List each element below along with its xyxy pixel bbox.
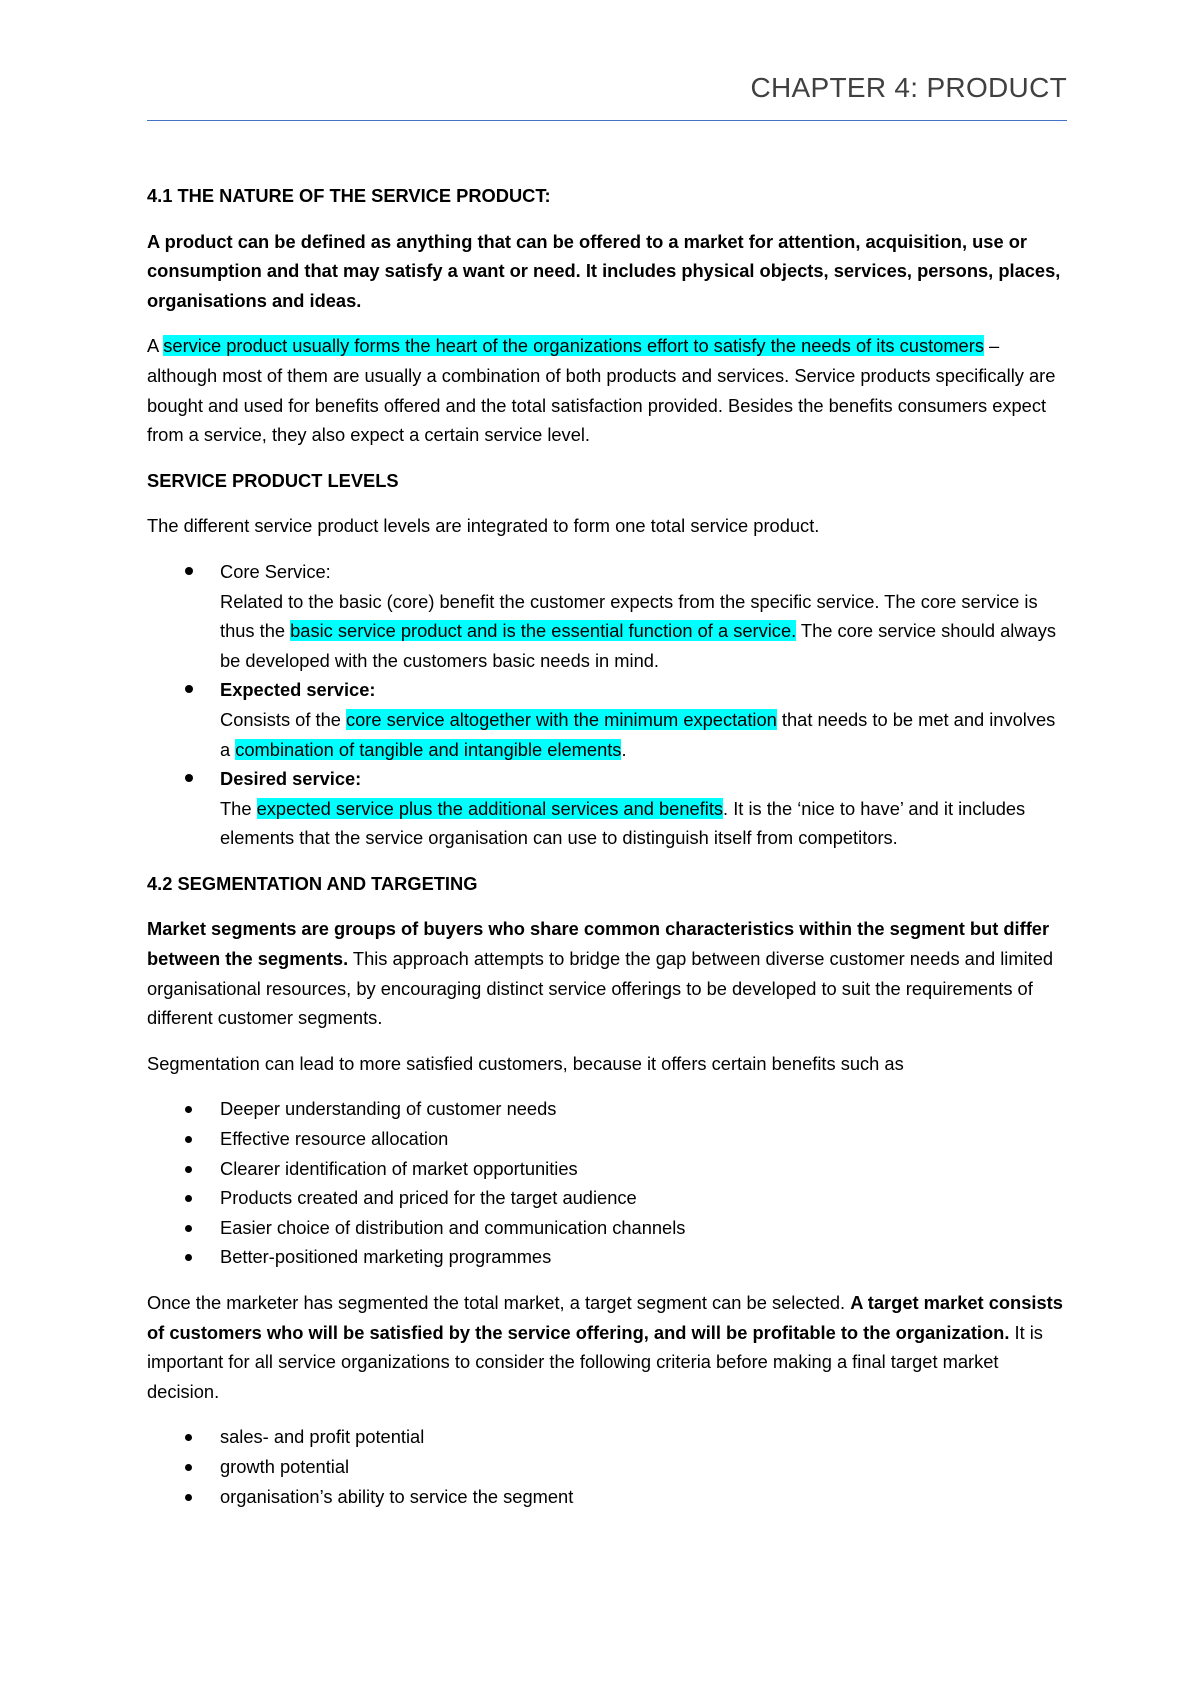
- paragraph-text: Once the marketer has segmented the total market, a target segment can be selected.: [147, 1292, 851, 1313]
- bullet-icon: [185, 1195, 192, 1202]
- segments-paragraph: [147, 914, 1067, 1032]
- level-text: The: [220, 797, 257, 819]
- service-levels-list: [147, 557, 1067, 853]
- bullet-icon: [185, 1434, 192, 1441]
- bold-text: A target market consists of customers who will be satisfied by the service offering, and will be profitable to the organization.: [147, 1292, 1063, 1343]
- highlighted-text: expected service plus the additional services and benefits: [256, 797, 724, 819]
- list-item-text: sales- and profit potential: [220, 1426, 425, 1448]
- list-item: [147, 1242, 1067, 1272]
- level-text: The core service should always be developed with the customers basic needs in mind.: [220, 620, 1056, 671]
- list-item: [147, 1452, 1067, 1482]
- bullet-icon: [185, 685, 193, 693]
- target-market-paragraph: [147, 1288, 1067, 1406]
- list-item-text: Products created and priced for the target audience: [220, 1187, 637, 1209]
- section-heading-4-2: 4.2 SEGMENTATION AND TARGETING: [147, 872, 478, 894]
- product-definition: A product can be defined as anything that can be offered to a market for attention, acquisition, use or consumption and that may satisfy a want or need. It includes physical objects, services, persons, places, organisations and ideas.: [147, 230, 1061, 311]
- level-text: Consists of the: [220, 708, 346, 730]
- section-heading-4-1: 4.1 THE NATURE OF THE SERVICE PRODUCT:: [147, 185, 551, 206]
- service-product-paragraph: [147, 331, 1067, 449]
- bullet-icon: [185, 1494, 192, 1501]
- bullet-icon: [185, 567, 193, 575]
- level-title: Core Service:: [220, 560, 331, 582]
- chapter-title: CHAPTER 4: PRODUCT: [750, 72, 1067, 103]
- bullet-icon: [185, 1166, 192, 1173]
- list-item-text: Deeper understanding of customer needs: [220, 1098, 557, 1120]
- bullet-icon: [185, 1136, 192, 1143]
- paragraph-text: It is important for all service organizations to consider the following criteria before making a final target market decision.: [147, 1321, 1043, 1402]
- criteria-list: [147, 1422, 1067, 1511]
- highlighted-text: core service altogether with the minimum expectation: [346, 708, 777, 730]
- list-item-expected-service: [147, 675, 1067, 764]
- bullet-icon: [185, 1464, 192, 1471]
- list-item: [147, 1124, 1067, 1154]
- benefits-list: [147, 1094, 1067, 1272]
- list-item: [147, 1183, 1067, 1213]
- list-item: [147, 1154, 1067, 1184]
- list-item-desired-service: [147, 764, 1067, 853]
- level-text: .: [621, 738, 627, 760]
- bullet-icon: [185, 1225, 192, 1232]
- level-text: that needs to be met and involves a: [220, 708, 1056, 760]
- level-text: . It is the ‘nice to have’ and it includes elements that the service organisation can use to distinguish itself from competitors.: [220, 797, 1026, 849]
- list-item-text: growth potential: [220, 1455, 350, 1477]
- list-item: [147, 1482, 1067, 1512]
- chapter-header: [147, 72, 1067, 121]
- level-title: Expected service:: [220, 679, 376, 701]
- bold-text: Market segments are groups of buyers who share common characteristics within the segment but differ between the segments.: [147, 918, 1050, 970]
- list-item-text: Easier choice of distribution and communication channels: [220, 1216, 686, 1238]
- list-item: [147, 1213, 1067, 1243]
- paragraph-text: A: [147, 335, 164, 357]
- list-item-text: Better-positioned marketing programmes: [220, 1246, 552, 1268]
- list-item: [147, 1422, 1067, 1452]
- highlighted-text: basic service product and is the essential function of a service.: [290, 620, 797, 642]
- document-body: [147, 181, 1067, 1511]
- bullet-icon: [185, 1106, 192, 1113]
- list-item: [147, 1094, 1067, 1124]
- benefits-intro: Segmentation can lead to more satisfied customers, because it offers certain benefits such as: [147, 1052, 904, 1074]
- list-item-core-service: [147, 557, 1067, 675]
- levels-intro: The different service product levels are integrated to form one total service product.: [147, 515, 820, 537]
- bullet-icon: [185, 1254, 192, 1261]
- paragraph-text: This approach attempts to bridge the gap between diverse customer needs and limited organisational resources, by encouraging distinct service offerings to be developed to suit the requirements of different customer segments.: [147, 948, 1054, 1029]
- level-title: Desired service:: [220, 768, 362, 790]
- level-text: Related to the basic (core) benefit the customer expects from the specific service. The core service is thus the: [220, 590, 1038, 642]
- service-product-levels-heading: SERVICE PRODUCT LEVELS: [147, 469, 399, 491]
- bullet-icon: [185, 774, 193, 782]
- document-page: [147, 72, 1067, 1527]
- paragraph-text: – although most of them are usually a combination of both products and services. Service products specifically are bought and used for benefits offered and the total satisfaction provided. Besides the benefits consumers expect from a service, they also expect a certain service level.: [147, 335, 1056, 446]
- highlighted-text: service product usually forms the heart of the organizations effort to satisfy the needs of its customers: [163, 335, 984, 357]
- list-item-text: Clearer identification of market opportunities: [220, 1157, 578, 1179]
- list-item-text: organisation’s ability to service the segment: [220, 1485, 574, 1507]
- highlighted-text: combination of tangible and intangible elements: [235, 738, 622, 760]
- list-item-text: Effective resource allocation: [220, 1128, 449, 1150]
